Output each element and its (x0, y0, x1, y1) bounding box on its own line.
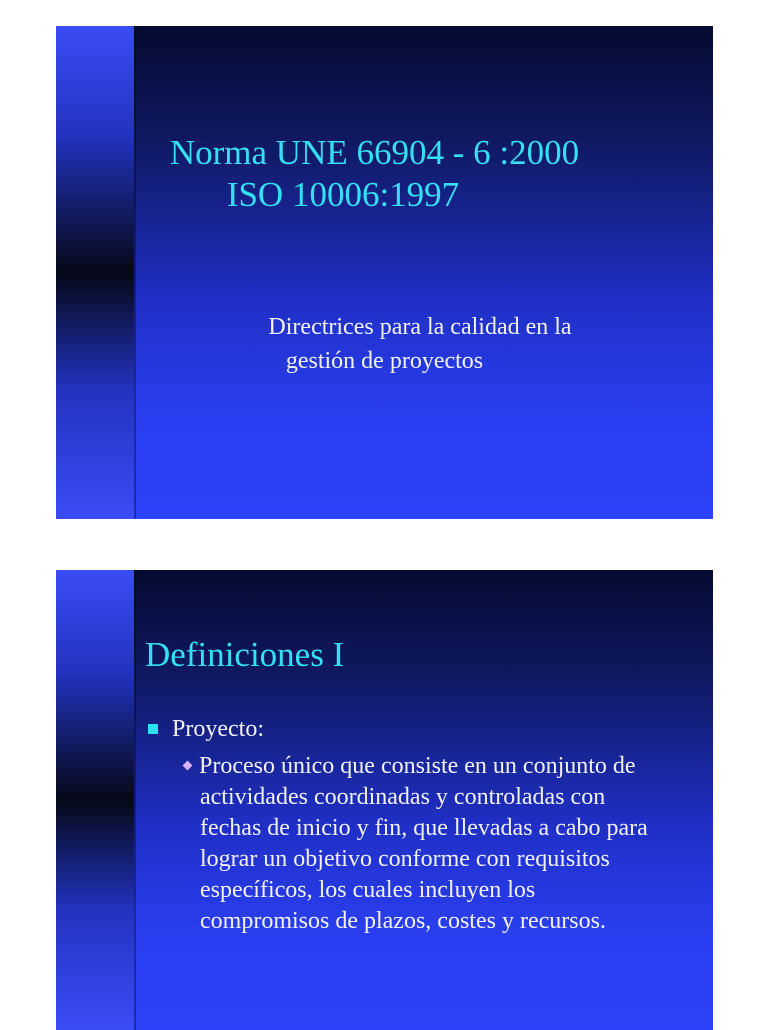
slide-subtitle (136, 310, 713, 378)
slide-side-edge (134, 570, 136, 1030)
slide-side-edge (134, 26, 136, 519)
bullet-item (148, 713, 264, 745)
sub-bullet-line (181, 751, 681, 782)
subtitle-line-2: gestión de proyectos (285, 348, 484, 374)
slide-side-bar (56, 26, 134, 519)
sub-bullet-line: específicos, los cuales incluyen los (200, 877, 536, 903)
bullet-text: Proyecto: (172, 716, 264, 742)
sub-bullet-text: Proceso único que consiste en un conjunto de (199, 753, 636, 779)
square-bullet-icon (148, 724, 158, 734)
sub-bullet-line: fechas de inicio y fin, que llevadas a cabo para (200, 815, 648, 841)
sub-bullet-item (181, 751, 681, 937)
sub-bullet-line: actividades coordinadas y controladas con (200, 784, 606, 810)
diamond-bullet-icon (183, 761, 193, 771)
subtitle-line-1: Directrices para la calidad en la (268, 314, 572, 340)
slide-2 (56, 570, 713, 1030)
sub-bullet-line: lograr un objetivo conforme con requisitos (200, 846, 610, 872)
slide-1 (56, 26, 713, 519)
slide-side-bar (56, 570, 134, 1030)
slide-title: Definiciones I (145, 635, 345, 674)
sub-bullet-line: compromisos de plazos, costes y recursos. (200, 908, 606, 934)
title-line-2: ISO 10006:1997 (226, 175, 460, 214)
title-line-1: Norma UNE 66904 - 6 :2000 (169, 133, 580, 172)
slide-title (136, 132, 713, 216)
